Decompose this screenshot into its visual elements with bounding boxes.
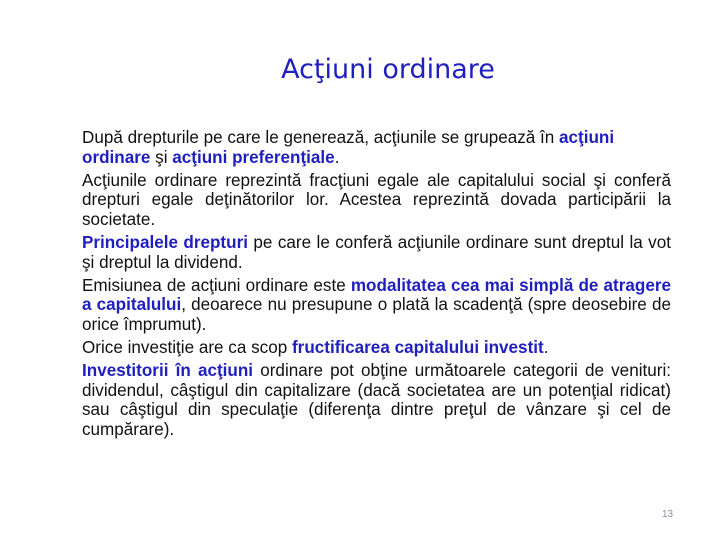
text-segment: şi (150, 147, 173, 167)
paragraph-main-rights (82, 233, 671, 272)
text-segment: Acţiunile ordinare reprezintă fracţiuni egale ale capitalului social şi conferă drepturi egale deţinătorilor lor. Acestea reprezintă dovada participării la societate. (82, 170, 671, 229)
emphasis-simplest-method: modalitatea cea mai simplă de atragere a capitalului (82, 275, 671, 315)
emphasis-preferred-shares: acţiuni preferenţiale (172, 147, 335, 167)
paragraph-share-issuance (82, 276, 671, 335)
paragraph-share-categories (82, 128, 671, 167)
text-segment: , deoarece nu presupune o plată la scadenţă (spre deosebire de orice împrumut). (82, 295, 671, 334)
paragraph-investment-purpose (82, 338, 671, 358)
text-segment: Emisiunea de acţiuni ordinare este (82, 275, 351, 295)
text-segment: . (543, 337, 549, 357)
text-segment: . (334, 147, 340, 167)
text-segment: ordinare pot obţine următoarele categorii de venituri: dividendul, câştigul din capitalizare (dacă societatea are un potenţial ridicat) sau câştigul din speculaţie (diferenţa dintre preţul de vânzare şi cel de cumpărare). (82, 361, 671, 439)
paragraph-investor-income (82, 361, 671, 439)
text-segment: pe care le conferă acţiunile ordinare sunt dreptul la vot şi dreptul la dividend. (82, 232, 671, 272)
slide-number: 13 (662, 509, 674, 520)
slide-title: Acţiuni ordinare (281, 54, 495, 85)
text-segment: Orice investiţie are ca scop (82, 337, 292, 357)
slide-body (82, 128, 671, 443)
emphasis-capital-growth: fructificarea capitalului investit (291, 337, 544, 357)
paragraph-ordinary-shares-definition (82, 171, 671, 230)
emphasis-main-rights: Principalele drepturi (82, 232, 248, 252)
emphasis-ordinary-shares: acţiuni ordinare (82, 128, 615, 167)
text-segment: După drepturile pe care le generează, acţiunile se grupează în (82, 128, 560, 147)
emphasis-investors: Investitorii în acţiuni (82, 361, 254, 381)
